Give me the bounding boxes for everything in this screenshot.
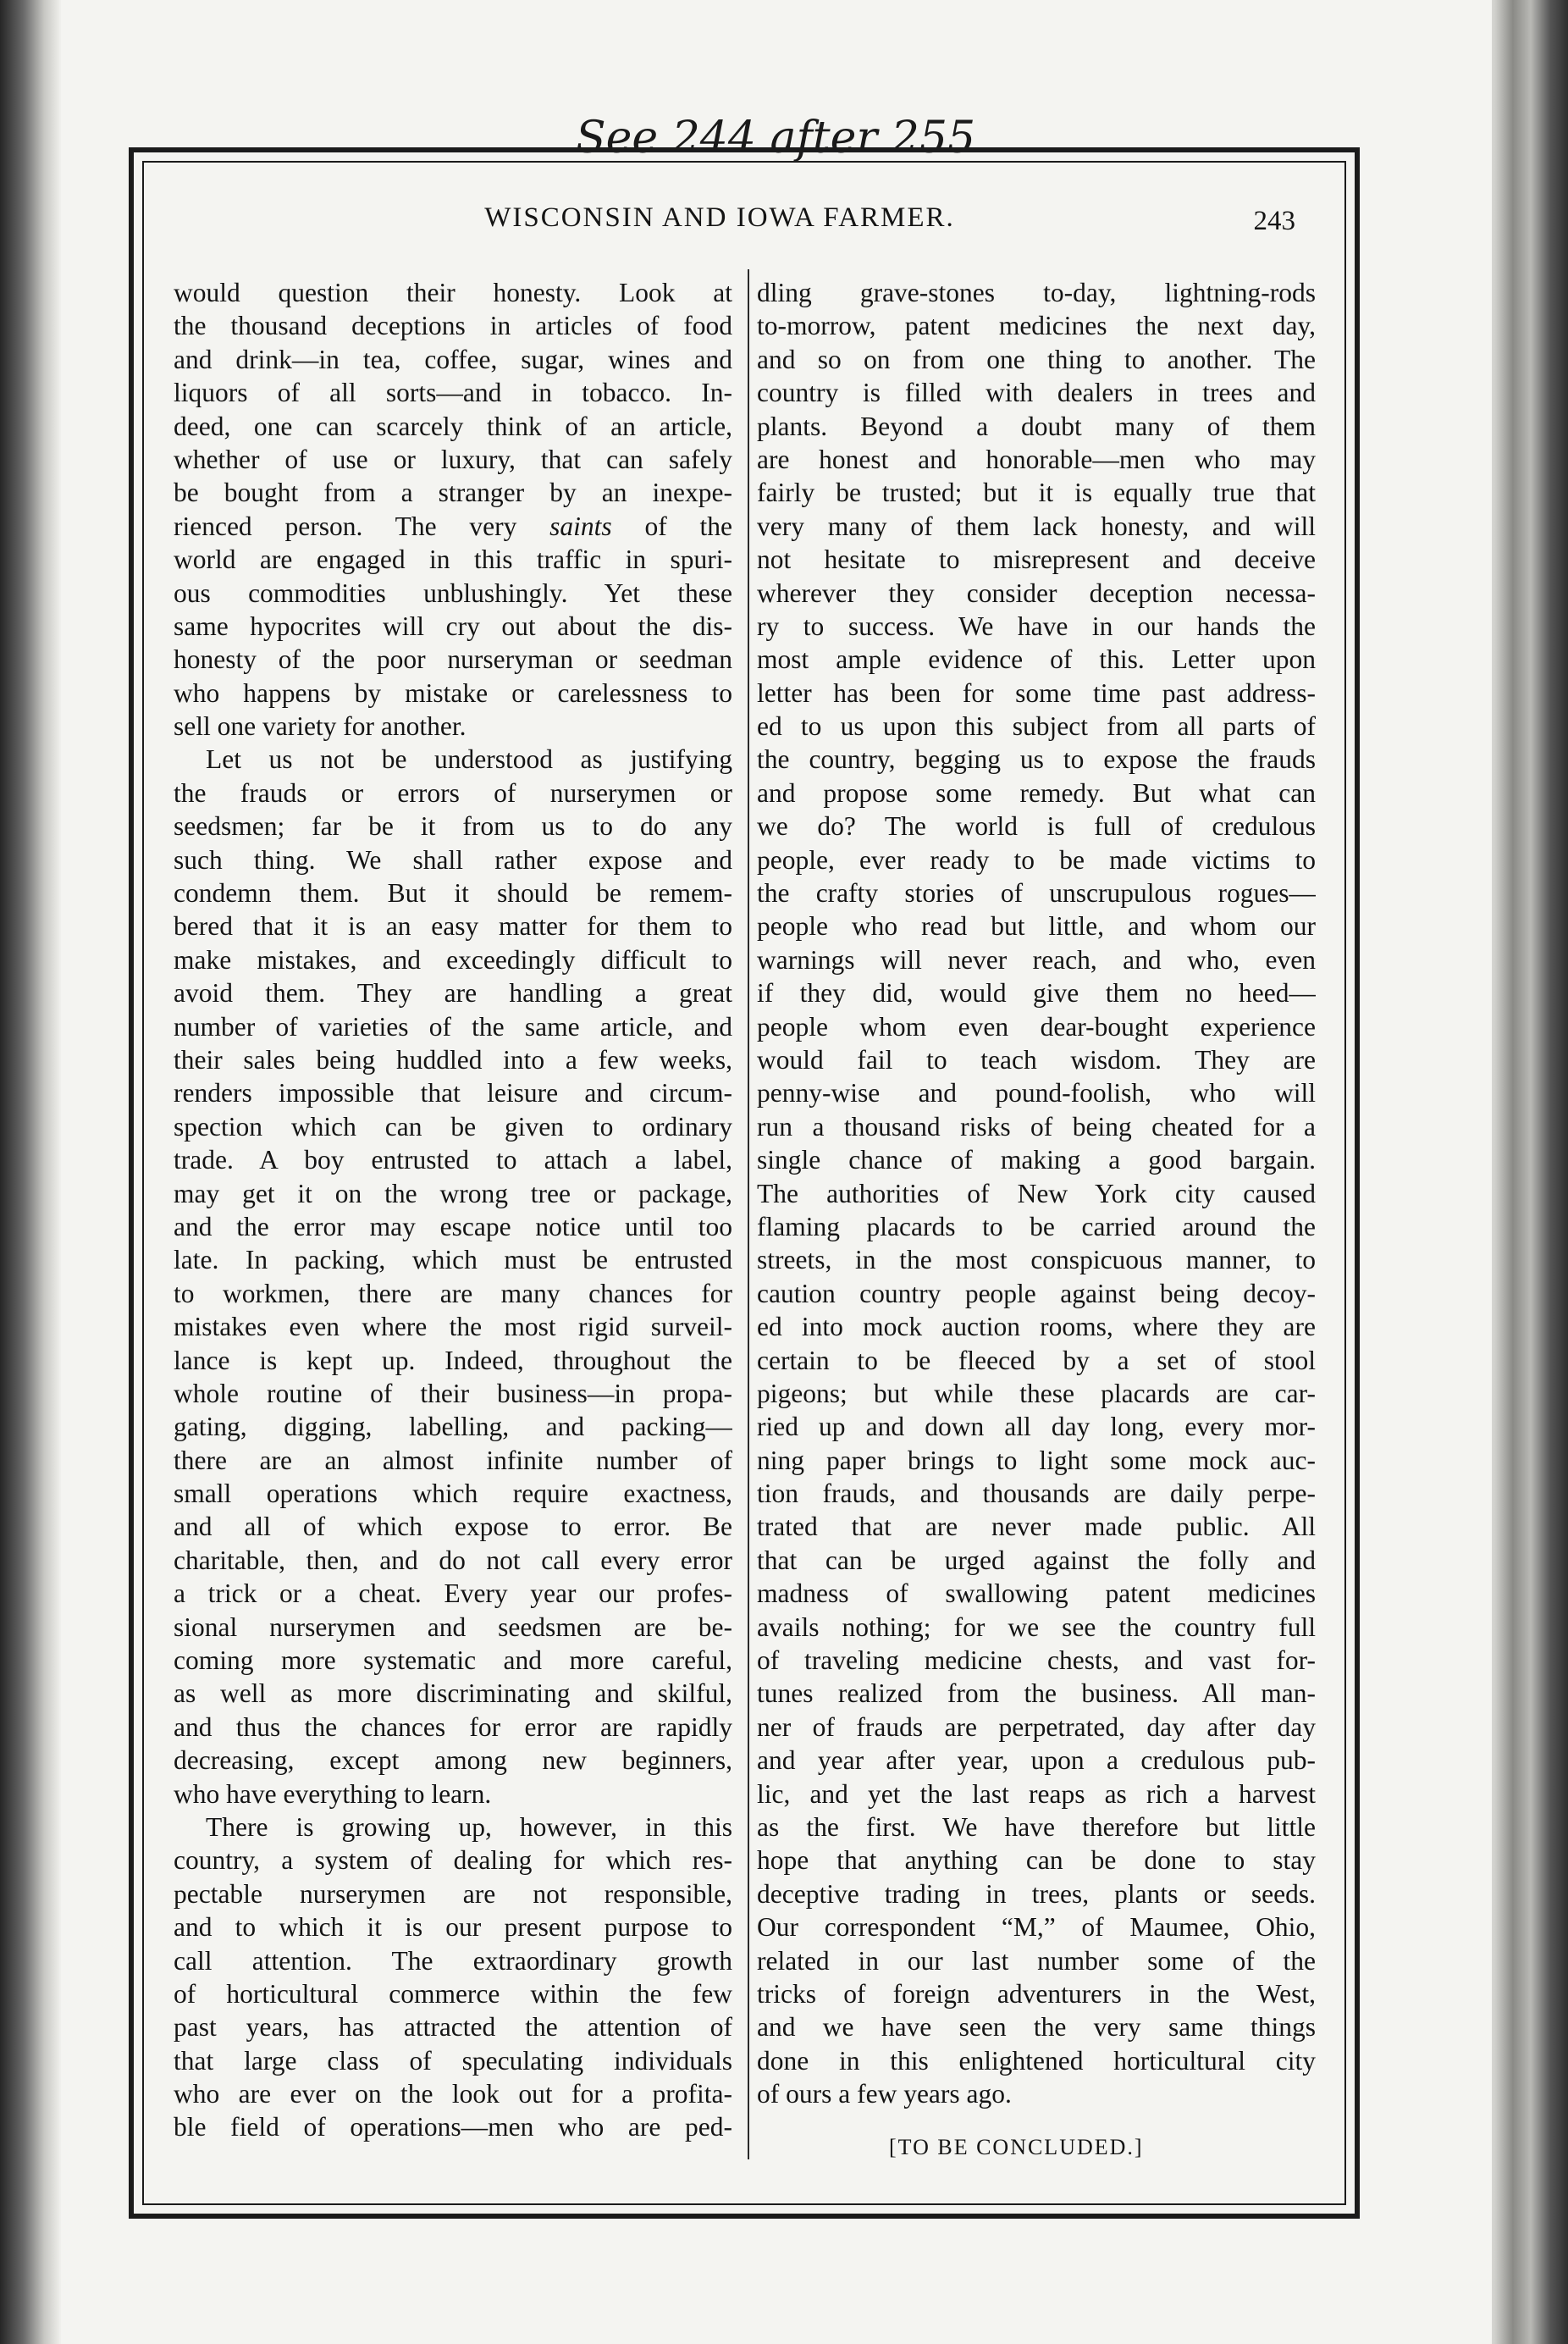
text-line: if they did, would give them no heed— <box>757 978 1316 1009</box>
text-line: The authorities of New York city caused <box>757 1178 1316 1208</box>
text-line: there are an almost infinite number of <box>174 1445 732 1475</box>
text-line: letter has been for some time past address- <box>757 677 1316 708</box>
to-be-concluded-note: [TO BE CONCLUDED.] <box>889 2135 1144 2159</box>
text-line: condemn them. But it should be remem- <box>174 878 732 909</box>
text-line: of horticultural commerce within the few <box>174 1978 732 2009</box>
text-line: ed into mock auction rooms, where they are <box>757 1312 1316 1342</box>
text-line: and propose some remedy. But what can <box>757 777 1316 808</box>
text-line: be bought from a stranger by an inexpe- <box>174 478 732 508</box>
text-line: whole routine of their business—in propa- <box>174 1378 732 1408</box>
page-number: 243 <box>1253 206 1295 236</box>
text-line: call attention. The extraordinary growth <box>174 1945 732 1976</box>
text-line: lic, and yet the last reaps as rich a harvest <box>757 1778 1316 1809</box>
text-line: and the error may escape notice until too <box>174 1211 732 1241</box>
text-line: Let us not be understood as justifying <box>206 744 732 775</box>
text-line: liquors of all sorts—and in tobacco. In- <box>174 378 732 408</box>
text-line: as the first. We have therefore but little <box>757 1811 1316 1842</box>
text-line: who are ever on the look out for a profita- <box>174 2079 732 2109</box>
text-line: hope that anything can be done to stay <box>757 1845 1316 1876</box>
text-line: seedsmen; far be it from us to do any <box>174 811 732 842</box>
text-line: honesty of the poor nurseryman or seedman <box>174 644 732 675</box>
text-line: are honest and honorable—men who may <box>757 444 1316 474</box>
text-line: decreasing, except among new beginners, <box>174 1745 732 1776</box>
text-line: dling grave-stones to-day, lightning-rods <box>757 278 1316 307</box>
text-line: their sales being huddled into a few weeks, <box>174 1044 732 1075</box>
text-line: the crafty stories of unscrupulous rogues— <box>757 878 1316 909</box>
text-line: ous commodities unblushingly. Yet these <box>174 578 732 608</box>
text-line: charitable, then, and do not call every error <box>174 1545 732 1575</box>
text-line: rienced person. The very saints of the <box>174 511 732 541</box>
text-line: pigeons; but while these placards are car- <box>757 1378 1316 1408</box>
text-line: country is filled with dealers in trees and <box>757 378 1316 408</box>
text-line: country, a system of dealing for which res- <box>174 1845 732 1876</box>
text-line: penny-wise and pound-foolish, who will <box>757 1078 1316 1108</box>
text-line: ry to success. We have in our hands the <box>757 611 1316 641</box>
text-column-left <box>174 276 732 2173</box>
text-line: and year after year, upon a credulous pub- <box>757 1745 1316 1776</box>
text-line: small operations which require exactness, <box>174 1479 732 1509</box>
text-line: ning paper brings to light some mock auc- <box>757 1445 1316 1475</box>
text-line: fairly be trusted; but it is equally true that <box>757 478 1316 508</box>
text-line: very many of them lack honesty, and will <box>757 511 1316 541</box>
text-line: spection which can be given to ordinary <box>174 1111 732 1142</box>
text-line: and all of which expose to error. Be <box>174 1512 732 1542</box>
scan-shadow-right <box>1479 0 1568 2344</box>
text-line: lance is kept up. Indeed, throughout the <box>174 1345 732 1375</box>
emphasis: saints <box>549 511 612 541</box>
text-line: whether of use or luxury, that can safely <box>174 444 732 474</box>
scan-shadow-left <box>0 0 59 2344</box>
text-line: of traveling medicine chests, and vast for- <box>757 1645 1316 1676</box>
text-line: and thus the chances for error are rapidly <box>174 1711 732 1742</box>
text-line: people who read but little, and whom our <box>757 911 1316 942</box>
text-line: to workmen, there are many chances for <box>174 1278 732 1308</box>
text-line: coming more systematic and more careful, <box>174 1645 732 1676</box>
text-line: may get it on the wrong tree or package, <box>174 1178 732 1208</box>
text-line: to-morrow, patent medicines the next day, <box>757 311 1316 341</box>
text-line: Our correspondent “M,” of Maumee, Ohio, <box>757 1912 1316 1943</box>
text-line: run a thousand risks of being cheated for a <box>757 1111 1316 1142</box>
text-line: most ample evidence of this. Letter upon <box>757 644 1316 675</box>
text-line: pectable nurserymen are not responsible, <box>174 1878 732 1909</box>
text-line: ed to us upon this subject from all parts of <box>757 711 1316 742</box>
text-line: bered that it is an easy matter for them to <box>174 911 732 942</box>
text-line: related in our last number some of the <box>757 1945 1316 1976</box>
text-line: single chance of making a good bargain. <box>757 1145 1316 1175</box>
text-line: ried up and down all day long, every mor- <box>757 1412 1316 1442</box>
text-line: same hypocrites will cry out about the dis- <box>174 611 732 641</box>
text-line: and drink—in tea, coffee, sugar, wines and <box>174 344 732 374</box>
text-line: avoid them. They are handling a great <box>174 978 732 1009</box>
text-line: trated that are never made public. All <box>757 1512 1316 1542</box>
text-line: warnings will never reach, and who, even <box>757 944 1316 975</box>
text-line: who happens by mistake or carelessness to <box>174 677 732 708</box>
text-line: the thousand deceptions in articles of food <box>174 311 732 341</box>
text-line: a trick or a cheat. Every year our profes- <box>174 1578 732 1609</box>
text-line: renders impossible that leisure and circum- <box>174 1078 732 1108</box>
text-line: people, ever ready to be made victims to <box>757 844 1316 875</box>
text-line: past years, has attracted the attention of <box>174 2012 732 2043</box>
text-line: and to which it is our present purpose to <box>174 1912 732 1943</box>
text-line: the frauds or errors of nurserymen or <box>174 777 732 808</box>
text-line: late. In packing, which must be entrusted <box>174 1245 732 1275</box>
text-line: sell one variety for another. <box>174 711 467 742</box>
handwritten-note: See 244 after 255 <box>576 113 976 163</box>
text-line: caution country people against being decoy- <box>757 1278 1316 1308</box>
text-line: streets, in the most conspicuous manner, to <box>757 1245 1316 1275</box>
text-line: certain to be fleeced by a set of stool <box>757 1345 1316 1375</box>
text-line: that can be urged against the folly and <box>757 1545 1316 1575</box>
text-line: tion frauds, and thousands are daily perpe- <box>757 1479 1316 1509</box>
text-line: who have everything to learn. <box>174 1778 492 1809</box>
text-line: done in this enlightened horticultural city <box>757 2045 1316 2076</box>
text-line: madness of swallowing patent medicines <box>757 1578 1316 1609</box>
text-line: would question their honesty. Look at <box>174 278 732 307</box>
text-line: mistakes even where the most rigid surveil- <box>174 1312 732 1342</box>
running-title: WISCONSIN AND IOWA FARMER. <box>484 202 955 233</box>
text-line: gating, digging, labelling, and packing— <box>174 1412 732 1442</box>
text-line: avails nothing; for we see the country full <box>757 1612 1316 1642</box>
text-line: we do? The world is full of credulous <box>757 811 1316 842</box>
text-line: deceptive trading in trees, plants or seeds. <box>757 1878 1316 1909</box>
text-line: not hesitate to misrepresent and deceive <box>757 545 1316 575</box>
text-line: ble field of operations—men who are ped- <box>174 2112 732 2142</box>
text-line: make mistakes, and exceedingly difficult to <box>174 944 732 975</box>
text-line: people whom even dear-bought experience <box>757 1011 1316 1042</box>
text-line: the country, begging us to expose the frauds <box>757 744 1316 775</box>
text-line: and we have seen the very same things <box>757 2012 1316 2043</box>
text-line: such thing. We shall rather expose and <box>174 844 732 875</box>
column-divider <box>748 269 749 2159</box>
text-line: would fail to teach wisdom. They are <box>757 1044 1316 1075</box>
text-line: plants. Beyond a doubt many of them <box>757 411 1316 441</box>
text-line: flaming placards to be carried around the <box>757 1211 1316 1241</box>
text-line: deed, one can scarcely think of an article, <box>174 411 732 441</box>
text-line: world are engaged in this traffic in spuri- <box>174 545 732 575</box>
text-line: tricks of foreign adventurers in the West, <box>757 1978 1316 2009</box>
text-column-right <box>757 276 1316 2173</box>
text-line: that large class of speculating individuals <box>174 2045 732 2076</box>
text-line: as well as more discriminating and skilful, <box>174 1678 732 1709</box>
text-line: There is growing up, however, in this <box>206 1811 732 1842</box>
text-line: trade. A boy entrusted to attach a label, <box>174 1145 732 1175</box>
text-line: tunes realized from the business. All man- <box>757 1678 1316 1709</box>
text-line: of ours a few years ago. <box>757 2079 1012 2109</box>
text-line: sional nurserymen and seedsmen are be- <box>174 1612 732 1642</box>
text-line: wherever they consider deception necessa- <box>757 578 1316 608</box>
text-line: ner of frauds are perpetrated, day after day <box>757 1711 1316 1742</box>
text-line: number of varieties of the same article, and <box>174 1011 732 1042</box>
text-line: and so on from one thing to another. The <box>757 344 1316 374</box>
